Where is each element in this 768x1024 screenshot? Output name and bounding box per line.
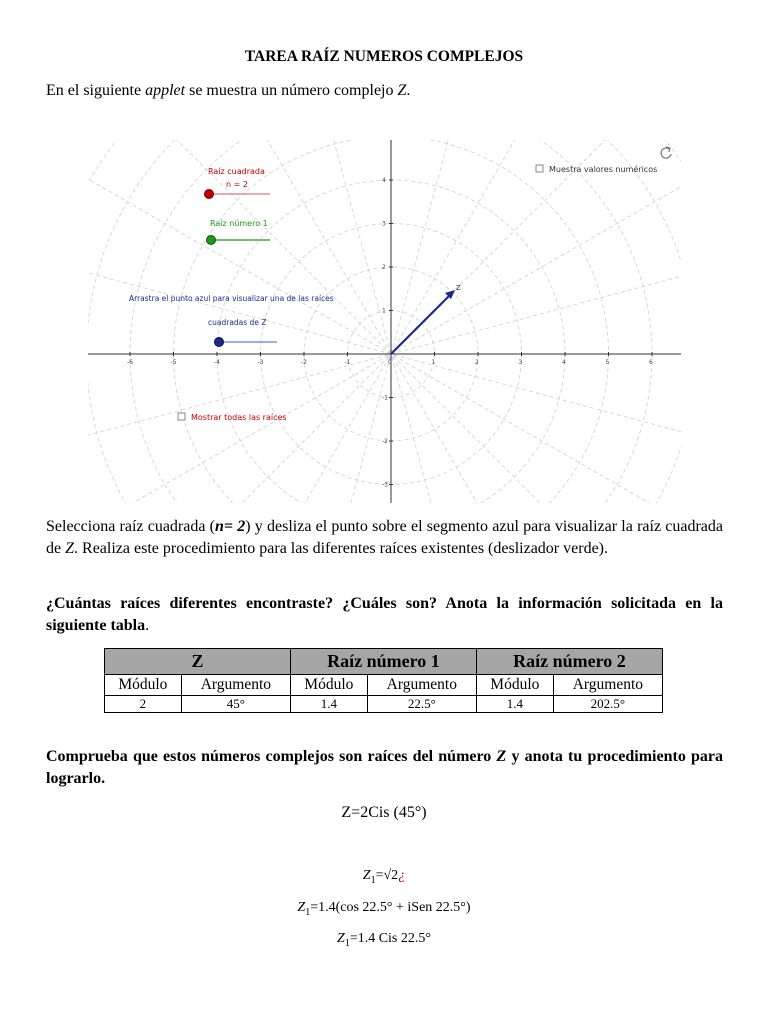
y-tick-label: 1 (382, 307, 386, 315)
blue-drag-point[interactable] (215, 338, 224, 347)
y-tick-label: 4 (382, 177, 386, 184)
grid-circle (88, 140, 681, 503)
value-cell: 1.4 (290, 696, 367, 713)
x-tick-label: 1 (431, 359, 436, 366)
checkbox-all-label: Mostrar todas las raíces (191, 413, 287, 422)
math-line-3: $Z_1=1.4$ Cis 22.5° (337, 931, 431, 949)
grid-ray (88, 140, 681, 503)
y-tick-label: -2 (382, 438, 388, 445)
value-cell: 45° (181, 696, 290, 713)
math-line-2: $Z_1=1.4(\cos$ 22.5° + iSen 22.5°) (297, 900, 471, 918)
grid-ray (88, 140, 681, 503)
y-tick-label: -3 (382, 481, 388, 489)
question-paragraph: ¿Cuántas raíces diferentes encontraste? ¿Cuáles son? Anota la información solicitada en la siguiente tabla. (46, 595, 723, 634)
x-tick-label: 6 (649, 359, 653, 366)
drag-hint (129, 294, 334, 327)
subheader-cell: Módulo (105, 675, 182, 696)
vector-z (391, 284, 461, 354)
table-subheader-row (105, 675, 663, 696)
y-tick-label: -1 (382, 394, 388, 402)
value-cell: 2 (105, 696, 182, 713)
value-cell: 202.5° (553, 696, 662, 713)
intro-text: En el siguiente applet se muestra un número complejo Z. (46, 82, 411, 99)
math-line-1: $Z_1=√2¿$ (362, 868, 406, 886)
axes (88, 140, 681, 503)
slider-root-label: Raíz número 1 (210, 219, 268, 228)
slider-root-handle[interactable] (207, 236, 216, 245)
header-z: Z (105, 649, 291, 675)
checkbox-all-box[interactable] (178, 413, 185, 420)
subheader-cell: Argumento (181, 675, 290, 696)
x-tick-label: 2 (475, 359, 479, 366)
x-tick-label: -5 (170, 359, 177, 366)
checkbox-values-box[interactable] (536, 165, 543, 172)
check-paragraph: Comprueba que estos números complejos son raíces del número Z y anota tu procedimiento para lograrlo. (46, 748, 724, 787)
slider-n-handle[interactable] (205, 190, 214, 199)
equation-z: Z=2Cis (45°) (341, 804, 427, 821)
checkbox-values-label: Muestra valores numéricos (549, 165, 658, 174)
x-tick-label: 3 (518, 359, 523, 366)
y-tick-label: 2 (382, 264, 386, 271)
slider-n-label: Raíz cuadrada (208, 167, 265, 176)
document-title: TAREA RAÍZ NUMEROS COMPLEJOS (244, 48, 524, 65)
table-row (105, 696, 663, 713)
grid-circle (88, 140, 681, 503)
x-tick-label: -1 (344, 359, 351, 366)
instruction-paragraph: Selecciona raíz cuadrada (n= 2) y desliza el punto sobre el segmento azul para visualizar la raíz cuadrada de Z. Realiza este procedimiento para las diferentes raíces existentes (deslizador verde). (46, 518, 723, 557)
x-tick-label: -2 (301, 359, 307, 366)
x-tick-label: 0 (388, 359, 392, 366)
grid-circle (88, 140, 681, 503)
grid-circle (88, 140, 681, 503)
checkbox-all-roots[interactable] (178, 413, 287, 422)
subheader-cell: Módulo (290, 675, 367, 696)
slider-blue[interactable] (215, 338, 278, 347)
drag-hint-line1: Arrastra el punto azul para visualizar una de las raíces (129, 294, 334, 303)
header-root-2: Raíz número 2 (476, 649, 662, 675)
grid-ray (88, 140, 681, 503)
table-header-row (105, 649, 663, 675)
slider-root[interactable] (207, 219, 271, 245)
polar-grid (88, 140, 681, 503)
x-tick-label: -4 (214, 359, 220, 366)
slider-n-value: n = 2 (226, 180, 248, 189)
x-tick-label: -3 (257, 359, 264, 366)
grid-ray (88, 140, 681, 503)
checkbox-values[interactable] (536, 164, 657, 174)
y-tick-label: 3 (382, 220, 386, 228)
grid-ray (88, 140, 681, 503)
x-tick-label: -6 (127, 359, 133, 366)
x-tick-label: 4 (562, 359, 566, 366)
slider-n[interactable] (205, 167, 271, 199)
point-z-label: Z (456, 284, 461, 292)
drag-hint-line2: cuadradas de Z (208, 318, 267, 327)
roots-table (104, 648, 663, 713)
subheader-cell: Módulo (476, 675, 553, 696)
x-tick-label: 5 (605, 359, 610, 366)
subheader-cell: Argumento (553, 675, 662, 696)
value-cell: 22.5° (367, 696, 476, 713)
grid-ray (88, 140, 681, 503)
reset-icon[interactable] (661, 147, 671, 158)
header-root-1: Raíz número 1 (290, 649, 476, 675)
subheader-cell: Argumento (367, 675, 476, 696)
value-cell: 1.4 (476, 696, 553, 713)
geogebra-applet[interactable] (88, 140, 681, 503)
